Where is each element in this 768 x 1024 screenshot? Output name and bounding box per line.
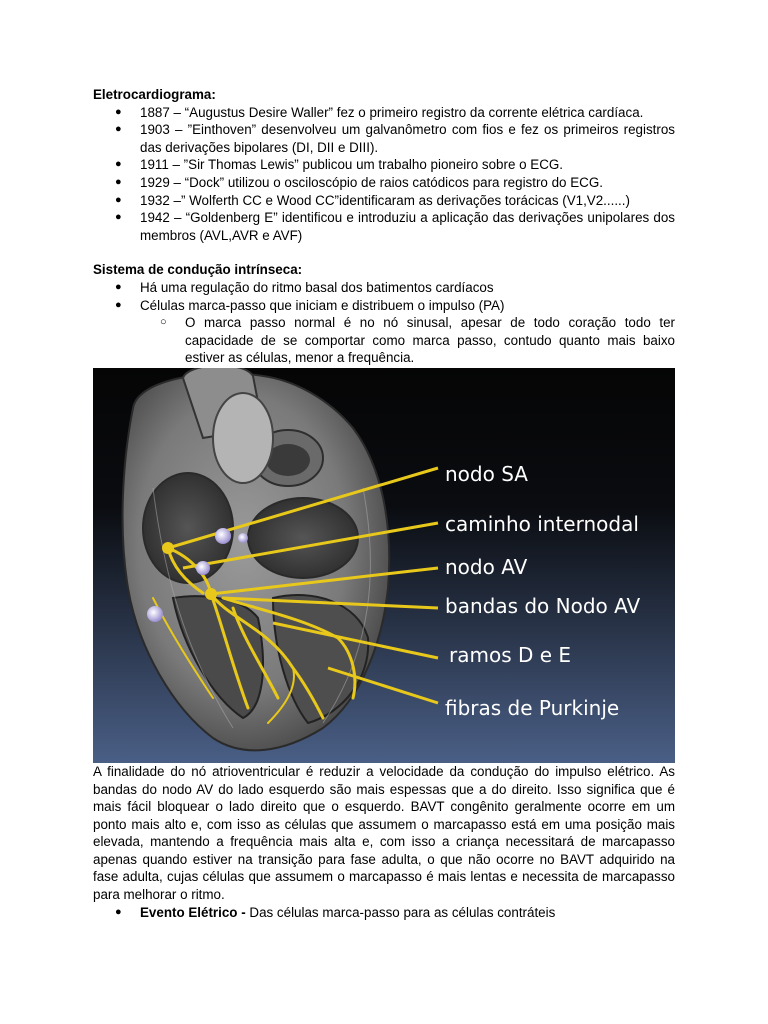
list-item: ● Há uma regulação do ritmo basal dos batimentos cardíacos [93,279,675,297]
history-list [93,104,675,245]
label-bandas-nodo-av: bandas do Nodo AV [445,593,641,618]
list-item: ● 1942 – “Goldenberg E” identificou e introduziu a aplicação das derivações unipolares dos membros (AVL,AVR e AVF) [93,209,675,244]
list-item: ● 1932 –” Wolferth CC e Wood CC”identificaram as derivações torácicas (V1,V2......) [93,192,675,210]
av-node-icon [205,588,217,600]
vena-cava [213,393,273,483]
event-list [93,904,675,922]
list-item: ● Células marca-passo que iniciam e distribuem o impulso (PA) [93,297,675,315]
list-item: ● 1911 – ”Sir Thomas Lewis” publicou um trabalho pioneiro sobre o ECG. [93,156,675,174]
label-nodo-sa: nodo SA [445,461,528,486]
list-item: ● 1929 – “Dock” utilizou o osciloscópio de raios catódicos para registro do ECG. [93,174,675,192]
label-ramos-d-e: ramos D e E [449,642,572,667]
heart-conduction-figure [93,368,675,763]
node-sphere-icon [238,533,248,543]
conduction-list [93,279,675,314]
node-sphere-icon [147,606,163,622]
section-title-eletrocardiograma: Eletrocardiograma: [93,87,216,102]
list-item: ● 1887 – “Augustus Desire Waller” fez o primeiro registro da corrente elétrica cardíaca. [93,104,675,122]
heart-illustration [93,368,675,763]
section-title-sistema-conducao: Sistema de condução intrínseca: [93,262,303,278]
event-text: Das células marca-passo para as células contráteis [245,904,556,920]
document-page [93,86,675,921]
sa-node-icon [162,542,174,554]
node-sphere-icon [215,528,231,544]
conduction-sublist [93,314,675,367]
list-item: ● 1903 – ”Einthoven” desenvolveu um galvanômetro com fios e fez os primeiros registros das derivações bipolares (DI, DII e DIII). [93,121,675,156]
node-sphere-icon [196,561,210,575]
body-paragraph: A finalidade do nó atrioventricular é reduzir a velocidade da condução do impulso elétrico. As bandas do nodo AV do lado esquerdo são mais espessas que a do direito. Isso significa que é mais fácil bloquear o lado direito que o esquerdo. BAVT congênito geralmente ocorre em um ponto mais alto e, com isso as células que assumem o marcapasso está em uma posição mais elevada, mantendo a frequência mais alta e, com isso a criança necessitará de marcapasso apenas quando estiver na transição para fase adulta, o que não ocorre no BAVT adquirido na fase adulta, cujas células que assumem o marcapasso é mais lentas e necessita de marcapasso para melhorar o ritmo. [93,763,675,903]
label-fibras-purkinje: fibras de Purkinje [445,695,620,720]
list-item [93,904,675,922]
label-caminho-internodal: caminho internodal [445,511,639,536]
sub-list-item: ○ O marca passo normal é no nó sinusal, apesar de todo coração todo ter capacidade de se comportar como marca passo, contudo quanto mais baixo estiver as células, menor a frequência. [93,314,675,367]
left-atrium [248,498,358,578]
label-nodo-av: nodo AV [445,554,528,579]
event-title: Evento Elétrico - [140,904,246,920]
